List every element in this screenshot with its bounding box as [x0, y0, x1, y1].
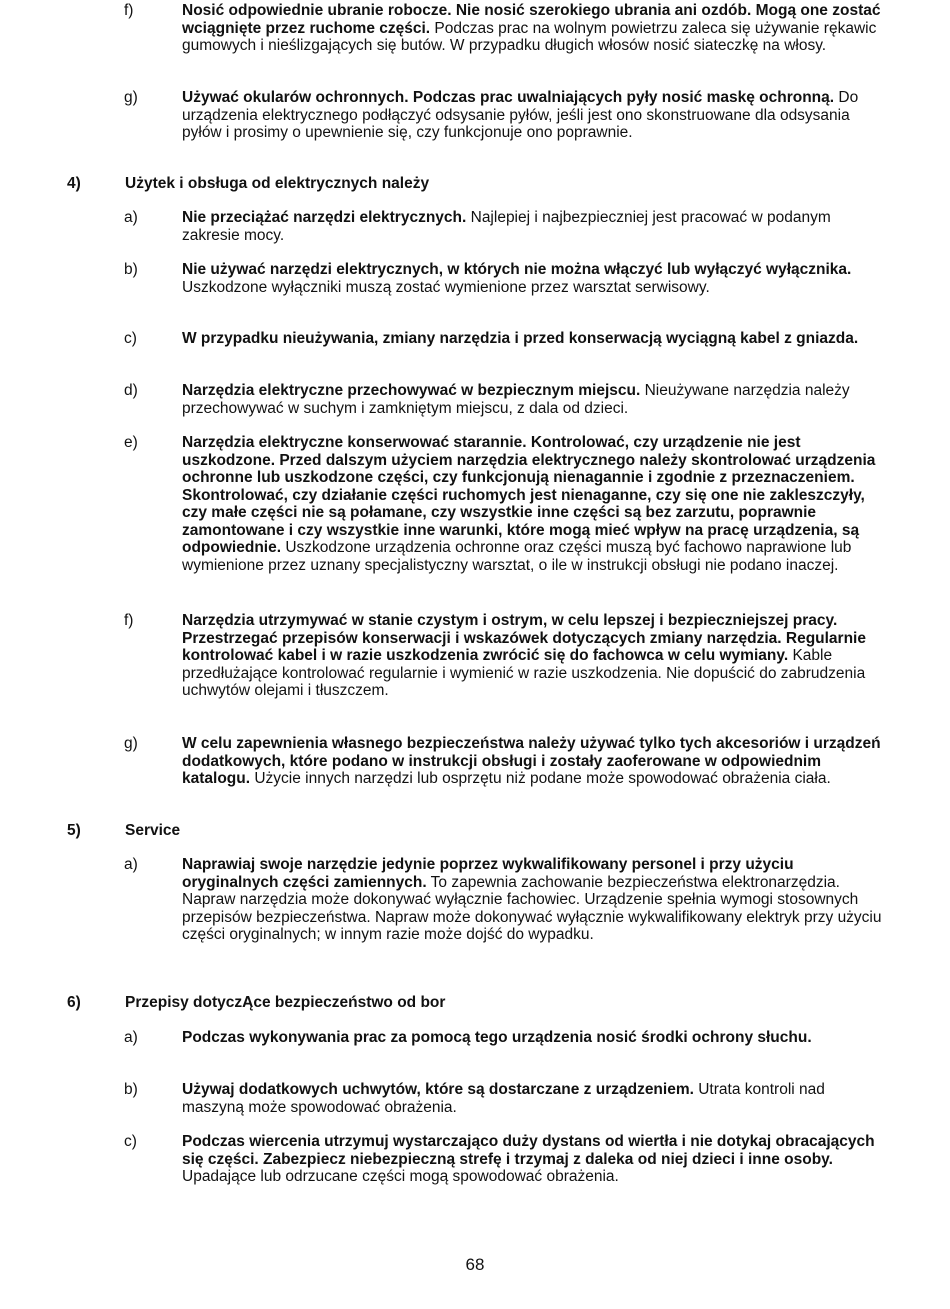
item-text: Podczas wykonywania prac za pomocą tego urządzenia nosić środki ochrony słuchu.	[182, 1029, 812, 1046]
item-text: Narzędzia elektryczne przechowywać w bezpiecznym miejscu. Nieużywane narzędzia należy przechowywać w suchym i zamkniętym miejscu, z dala od dzieci.	[182, 382, 850, 417]
item-letter: a)	[124, 1029, 138, 1046]
section-title: Przepisy dotyczĄce bezpieczeństwo od bor	[125, 994, 446, 1011]
item-text: Narzędzia utrzymywać w stanie czystym i ostrym, w celu lepszej i bezpieczniejszej pracy. Przestrzegać przepisów konserwacji i wskazówek dotyczących zmiany narzędzia. Regularnie kontrolować kabel i w razie uszkodzenia zwrócić się do fachowca w celu wymiany. Kable przedłużające kontrolować regularnie i wymienić w razie uszkodzenia. Nie dopuścić do zabrudzenia uchwytów olejami i tłuszczem.	[182, 612, 866, 699]
section-title: Service	[125, 822, 181, 839]
item-letter: e)	[124, 434, 138, 451]
section-heading-4	[67, 175, 887, 193]
item-letter: g)	[124, 735, 138, 752]
section-title: Użytek i obsługa od elektrycznych należy	[125, 175, 430, 192]
section-heading-5	[67, 822, 887, 840]
item-text: W celu zapewnienia własnego bezpieczeństwa należy używać tylko tych akcesoriów i urządzeń dodatkowych, które podano w instrukcji obsługi i zostały zaoferowane w odpowiednim katalogu. Użycie innych narzędzi lub osprzętu niż podane może spowodować obrażenia ciała.	[182, 735, 881, 787]
section-number: 5)	[67, 822, 81, 839]
item-letter: d)	[124, 382, 138, 399]
section-heading-6	[67, 994, 887, 1012]
item-extra-text: Napraw narzędzia może dokonywać wyłącznie fachowiec. Urządzenie spełnia wymogi stosownych przepisów bezpieczeństwa. Napraw może dokonywać wyłącznie wykwalifikowany elektryk przy użyciu części oryginalnych; w innym razie może dojść do wypadku.	[182, 891, 882, 943]
item-letter: c)	[124, 330, 137, 347]
page-number: 68	[465, 1255, 485, 1274]
item-text: Nosić odpowiednie ubranie robocze. Nie nosić szerokiego ubrania ani ozdób. Mogą one zostać wciągnięte przez ruchome części. Podczas prac na wolnym powietrzu zaleca się używanie rękawic gumowych i nieślizgających się butów. W przypadku długich włosów nosić siateczkę na włosy.	[182, 2, 881, 54]
item-letter: b)	[124, 261, 138, 278]
item-letter: a)	[124, 856, 138, 873]
item-text: Naprawiaj swoje narzędzie jedynie poprzez wykwalifikowany personel i przy użyciu oryginalnych części zamiennych. To zapewnia zachowanie bezpieczeństwa elektronarzędzia. Napraw narzędzia może dokonywać wyłącznie fachowiec. Urządzenie spełnia wymogi stosownych przepisów bezpieczeństwa. Napraw może dokonywać wyłącznie wykwalifikowany elektryk przy użyciu części oryginalnych; w innym razie może dojść do wypadku.	[182, 856, 890, 944]
item-letter: c)	[124, 1133, 137, 1150]
item-text: Używać okularów ochronnych. Podczas prac uwalniających pyły nosić maskę ochronną. Do urządzenia elektrycznego podłączyć odsysanie pyłów, jeśli jest ono skonstruowane dla odsysania pyłów i prosimy o upewnienie się, czy funkcjonuje ono poprawnie.	[182, 89, 859, 141]
item-letter: f)	[124, 612, 134, 629]
item-text: Używaj dodatkowych uchwytów, które są dostarczane z urządzeniem. Utrata kontroli nad maszyną może spowodować obrażenia.	[182, 1081, 825, 1116]
item-letter: f)	[124, 2, 134, 19]
section-number: 4)	[67, 175, 81, 192]
item-letter: a)	[124, 209, 138, 226]
item-text: Narzędzia elektryczne konserwować starannie. Kontrolować, czy urządzenie nie jest uszkodzone. Przed dalszym użyciem narzędzia elektrycznego należy skontrolować urządzenia ochronne lub uszkodzone części, czy funkcjonują nienagannie i zgodnie z przeznaczeniem. Skontrolować, czy działanie części ruchomych jest nienaganne, czy się one nie zakleszczyły, czy małe części nie są połamane, czy wszystkie inne części są bez zarzutu, poprawnie zamontowane i czy wszystkie inne warunki, które mogą mieć wpływ na pracę urządzenia, są odpowiednie. Uszkodzone urządzenia ochronne oraz części muszą być fachowo naprawione lub wymienione przez uznany specjalistyczny warsztat, o ile w instrukcji obsługi nie podano inaczej.	[182, 434, 876, 574]
section-number: 6)	[67, 994, 81, 1011]
item-text: Podczas wiercenia utrzymuj wystarczająco duży dystans od wiertła i nie dotykaj obracających się części. Zabezpiecz niebezpieczną strefę i trzymaj z daleka od niej dzieci i inne osoby. Upadające lub odrzucane części mogą spowodować obrażenia.	[182, 1133, 875, 1185]
item-text: Nie przeciążać narzędzi elektrycznych. Najlepiej i najbezpieczniej jest pracować w podanym zakresie mocy.	[182, 209, 831, 244]
item-text: W przypadku nieużywania, zmiany narzędzia i przed konserwacją wyciągną kabel z gniazda.	[182, 330, 859, 347]
item-letter: g)	[124, 89, 138, 106]
item-text: Nie używać narzędzi elektrycznych, w których nie można włączyć lub wyłączyć wyłącznika. Uszkodzone wyłączniki muszą zostać wymienione przez warsztat serwisowy.	[182, 261, 852, 296]
item-letter: b)	[124, 1081, 138, 1098]
